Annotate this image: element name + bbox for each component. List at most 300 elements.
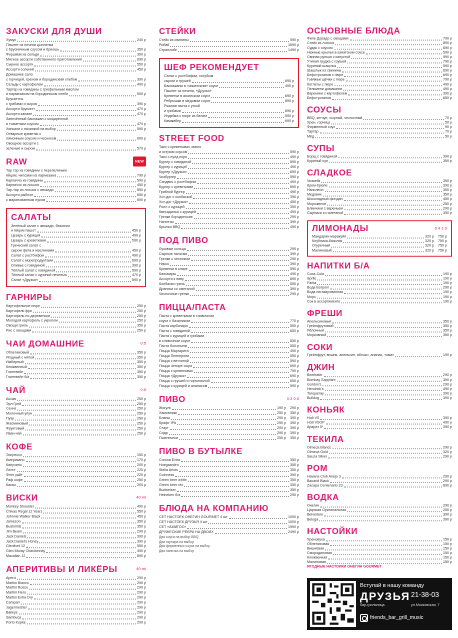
item-name: с маринованным луком [6,198,46,203]
dot-leader [191,342,289,343]
dot-leader [194,218,289,219]
item-price: 150 р [443,551,452,555]
item-name: Beefeater [307,373,323,378]
section-title-text: ТЕКИЛА [307,434,345,444]
promo-banner[interactable] [307,578,452,630]
item-price: 390 р [137,102,146,107]
dot-leader [329,453,442,454]
item-name: Молодой картофель с укропом [6,318,58,323]
item-price: 470 р [137,121,146,126]
item-price: 290 р [277,416,286,420]
dot-leader [320,507,442,508]
item-price: 590 р [137,92,146,97]
item-name: Ной VSOP [307,420,325,425]
item-name: Царская Оригинальная [307,508,347,513]
dot-leader [190,357,289,358]
item-name: Bushmills [6,524,22,529]
item-name: Борщ с говядиной [307,154,338,159]
phone-number[interactable]: 21-38-03 [411,592,440,599]
item-price: 550 р [290,339,299,343]
dot-leader [21,604,136,605]
dot-leader [54,261,131,262]
item-name: Budweiser [159,488,176,492]
item-price: 450 р [137,67,146,72]
dot-leader [41,307,136,308]
social-handle-text: friends_bar_grill_music [370,615,424,621]
item-price: 70 р [445,116,452,120]
dot-leader [363,119,444,120]
address: ул.Московская, 7 [411,603,440,607]
dot-leader [332,448,442,449]
dot-leader [215,533,287,534]
item-name: Sambuca [6,615,22,620]
item-price: 70 р [445,129,452,134]
item-price: 390 р [443,396,452,400]
dot-leader [208,117,284,118]
item-name: Клубника-базилик [312,239,343,244]
dot-leader [347,511,442,512]
dot-leader [46,266,131,267]
item-price: 550 р [290,344,299,348]
item-price: 390 р [132,263,141,268]
item-name: соусе с базиликом [159,319,190,323]
dot-leader [19,613,136,614]
section-note: Два напитка на выбор [159,548,194,553]
menu-item [6,620,146,625]
item-name: Хреновуха [307,537,325,542]
dot-leader [330,289,442,290]
item-price: 770 р [290,319,299,323]
menu-section-juice [307,342,452,358]
item-name: Пуэр [6,416,15,421]
item-name: Салат с морепродуктами [11,258,54,263]
dot-leader [321,182,442,183]
item-name: Jim Beam [6,529,22,534]
item-name: Green beer white [159,478,187,482]
item-name: Грейпфрутовый [307,324,334,328]
dot-leader [194,188,289,189]
item-name: Эрл Грей [6,401,22,406]
item-price: 50 р [445,120,452,125]
menu-section-beer_top [159,26,299,53]
column-right [307,26,452,574]
item-price: 320 р [425,248,434,253]
dot-leader [17,400,136,401]
dot-leader [190,295,289,296]
dot-leader [17,410,136,411]
dot-leader [179,471,289,472]
section-title-text: RAW [6,156,28,167]
item-name: Молочный улун [6,411,33,416]
dot-leader [191,322,289,323]
item-name: Бургер «Друзья» [159,170,187,174]
section-title-text: КОНЬЯК [307,405,345,415]
item-price: 350 р [443,319,452,324]
item-name: Куриный шашлык [307,64,337,68]
item-name: Луковые кольца [159,247,186,251]
item-name: и яйцом пашот [11,228,36,233]
item-name: Блинчики с вареньем [307,206,343,211]
dot-leader [60,51,136,52]
item-name: Beluga [307,517,319,522]
menu-section-snacks [6,26,146,152]
menu-section-chef [159,58,299,128]
item-name: Чизбургер [159,175,176,179]
item-name: Начос [159,262,170,266]
dot-leader [26,547,136,548]
dot-leader [327,205,442,206]
item-name: Овощное ассорти с [6,141,39,146]
item-name: Наполеон [307,188,324,192]
menu-section-whisky [6,493,146,559]
dot-leader [325,390,442,391]
menu-item [6,483,146,488]
item-name: Baileys [6,610,18,615]
item-price: 390 р [290,473,299,477]
item-price: 290 р [290,247,299,251]
item-price: 250 р [137,303,146,308]
dot-leader [208,387,289,388]
dot-leader [22,405,136,406]
item-name: Клюквенная [307,555,328,560]
volume-header: 0.4 1.0 [434,225,447,231]
item-name: Ассорти канапе [6,112,33,116]
dot-leader [319,520,442,521]
promo-join-text: Вступай в нашу команду [360,583,425,589]
dot-leader [182,112,284,113]
menu-section-company [159,503,299,553]
item-name: Карпаччо из говядины [6,178,44,183]
item-price: 590 р [290,384,299,388]
section-title [307,493,452,502]
section-title-text: САЛАТЫ [11,211,52,222]
dot-leader [17,579,136,580]
dot-leader [190,352,289,353]
item-price: 290 р [443,373,452,378]
dot-leader [335,327,442,328]
section-title-text: ПИВО В БУТЫЛКЕ [159,446,243,456]
item-price: 550 р [137,62,146,67]
dot-leader [184,486,289,487]
item-name: Campari [6,600,20,605]
item-price: 690 р [137,198,146,203]
instagram-icon [360,614,368,622]
menu-section-gin [307,363,452,401]
item-name: Запечённый баклажан с моцареллой [6,116,68,121]
dot-leader [30,378,136,379]
item-price: 1990 р [288,525,299,529]
dot-leader [170,46,287,47]
dot-leader [327,336,442,337]
item-name: Бефстроганов с пюре [307,73,344,78]
dot-leader [27,537,136,538]
volume-header: 40 ml [136,494,146,500]
dot-leader [170,429,276,430]
dot-leader [317,280,442,281]
item-price: 350 р [137,47,146,52]
item-price: 190 р [443,290,452,295]
menu-item [307,159,452,164]
item-price: 650 р [137,193,146,198]
item-price: 250 р [443,508,452,513]
item-name: Стейк из лосося [307,41,335,46]
dot-leader [326,540,442,541]
dot-leader [24,481,136,482]
dot-leader [188,347,289,348]
item-name: Стриплойн [159,48,178,52]
item-price: 290 р [137,595,146,600]
item-name: Bacardi Black [307,479,329,483]
dot-leader [188,255,289,256]
section-title-text: ДЖИН [307,362,335,372]
section-title-text: АПЕРИТИВЫ И ЛИКЁРЫ [6,564,118,574]
dot-leader [35,358,136,359]
item-price: 550 р [137,544,146,549]
dot-leader [178,51,287,52]
section-note: Два соуса на выбор BBQ [159,535,199,539]
item-price: 350 р [290,458,299,462]
dot-leader [26,557,136,558]
item-price: 390 р [137,52,146,57]
item-name: Тёплый салат с говядиной [11,268,56,273]
item-name: Хамовники [159,411,178,415]
menu-section-fresh [307,309,452,338]
dot-leader [187,528,287,529]
item-name: Тартар из говядины с трюфельным маслом [6,87,79,92]
section-title [307,464,452,473]
dot-leader [47,242,131,243]
dot-leader [30,584,136,585]
qr-code[interactable] [310,581,356,627]
menu-section-beer_snacks [159,235,299,297]
menu-section-vodka [307,493,452,522]
section-title-text: СТЕЙКИ [159,26,196,36]
dot-leader [330,482,442,483]
dot-leader [41,518,136,519]
column-middle [159,26,299,558]
item-price: 250 р [137,401,146,406]
menu-item [6,198,146,203]
item-name: Тако с пулд порк [159,155,187,159]
dot-leader [17,486,136,487]
item-price: 590 р [290,160,299,164]
dot-leader [194,372,289,373]
dot-leader [23,532,136,533]
item-name: Пицца с грушей и горгонзолой [159,379,210,383]
menu-item [6,375,146,380]
dot-leader [57,140,136,141]
item-name: Ягодный с мятой [6,355,35,360]
item-price: 490 р [443,420,452,425]
item-price: 290 р [443,285,452,290]
item-price: 590 р [443,64,452,68]
item-name: Греческий салат с [11,243,42,248]
dot-leader [333,554,442,555]
dot-leader [46,552,136,553]
item-price: 690 р [443,73,452,78]
item-price: 170 р [137,458,146,463]
dot-leader [344,487,442,488]
item-name: Belvedere [307,513,324,517]
item-name: Домашнее сало [6,72,33,77]
section-title [159,26,299,36]
dot-leader [30,353,136,354]
volume-header: 0.5 [140,340,146,346]
item-price: 690 р [290,170,299,174]
menu-section-garnish [6,292,146,334]
item-name: зеленью и сыром [6,146,35,151]
item-name: Вода Borjomi [307,285,329,290]
item-name: Жигули [159,406,172,410]
item-name: Зелёный салат с авокадо, беконом [11,223,70,228]
item-price: 590 р [132,268,141,273]
item-name: Камамбер [164,119,182,123]
item-price: 590 р [137,126,146,131]
section-title-text: ФРЕШИ [307,308,343,318]
dot-leader [39,542,136,543]
dot-leader [59,322,136,323]
item-price-large: 390 р [290,431,299,435]
item-price: 290 р [137,615,146,620]
item-price: 390 р [443,378,452,382]
item-name: Сырное ассорти [6,62,34,67]
dot-leader [191,260,289,261]
item-price: 290 р [137,575,146,580]
item-name: Форшмак из сельди [6,52,40,57]
menu-section-sweet [307,168,452,215]
dot-leader [335,44,442,45]
item-name: ДРУЖЕСКИЕ РЕБРА НА ДВОИХ [159,530,214,534]
dot-leader [17,471,136,472]
menu-section-bottle [159,446,299,498]
dot-leader [33,415,136,416]
item-name: Havana Club Anejo 3 [307,474,341,479]
item-name: Coca-Cola [307,272,324,276]
item-price: 50 р [445,134,452,139]
menu-section-rum [307,464,452,489]
dot-leader [323,196,442,197]
item-price: 890 р [443,41,452,46]
item-name: Апельсиновый [307,319,332,324]
menu-section-soups [307,144,452,164]
dot-leader [187,377,289,378]
section-title [6,441,146,451]
dot-leader [43,513,136,514]
menu-item [159,292,299,297]
dot-leader [44,85,136,86]
dot-leader [344,293,442,294]
item-price: 390 р [290,195,299,199]
item-name: Облепиховая [307,542,330,546]
dot-leader [178,414,276,415]
item-name: Bombay Sapphire [307,378,336,382]
item-name: Клюквенный [6,365,27,370]
dot-leader [15,420,136,421]
item-price: 1000 р [288,520,299,524]
item-name: Сэндвич с ростбифом [159,180,197,184]
section-title-text: ПИВО [159,394,186,404]
item-price: 290 р [277,421,286,425]
section-title [307,435,452,444]
menu-section-mains [307,26,452,101]
dot-leader [342,477,442,478]
menu-section-lemonade [307,220,452,256]
item-price: 790 р [443,36,452,41]
dot-leader [341,302,442,303]
section-title [307,405,452,414]
item-name: Zacapa Centenario 23 [307,483,343,488]
qr-code-icon [310,581,356,627]
dot-leader [330,545,442,546]
item-name: Имбирный [6,360,24,365]
dot-leader [22,618,136,619]
item-price: 350 р [137,360,146,365]
item-name: Martini Rosso [6,585,28,590]
menu-item [6,147,146,152]
dot-leader [315,137,444,138]
item-price: 390 р [443,513,452,517]
dot-leader [329,187,442,188]
item-price: 250 р [137,308,146,313]
dot-leader [211,102,284,103]
item-price: 290 р [290,292,299,296]
item-price: 290 р [443,503,452,508]
item-price: 890 р [290,277,299,281]
dot-leader [192,82,284,83]
item-name: Тар тар из говядины с перепелиным [6,168,67,173]
dot-leader [208,523,287,524]
dot-leader [328,457,442,458]
item-name: с грибами и сыром [6,102,38,107]
item-price: 350 р [290,463,299,467]
item-name: Corona Extra [159,458,181,462]
item-price: 490 р [290,155,299,159]
dot-leader [331,247,424,248]
item-price: 350 р [137,375,146,380]
dot-leader [175,476,289,477]
item-name: Тако с креветками, манго [159,145,202,149]
item-price: 90 р [445,125,452,130]
dot-leader [32,332,136,333]
item-name: Bulldog [307,396,319,400]
menu-item [312,249,447,254]
item-name: Хот-дог с колбаской [159,195,193,199]
item-name: Раф кофе [6,477,23,482]
item-name: Heineken б/а [159,493,181,497]
dot-leader [320,399,442,400]
dot-leader [46,201,136,202]
item-price: 250 р [277,411,286,415]
item-name: Картофельное пюре [6,303,41,308]
item-name: Фирменный соус [307,125,336,130]
dot-leader [325,191,442,192]
item-name: Бефстроганов [307,96,331,100]
section-title [6,385,146,395]
item-name: Вода негазированная [307,290,344,295]
item-name: Пицца Пепперони [159,354,190,358]
menu-item [307,455,452,460]
dot-leader [336,128,444,129]
dot-leader [342,72,442,73]
item-name: BBQ, кетчуп, сырный, чесночный [307,116,363,120]
item-price-large: 350 р [290,411,299,415]
item-name: Нежные крылья в азиатском соусе [307,50,365,55]
item-name: Креветки в кляре [159,267,188,271]
dot-leader [325,332,442,333]
social-handle[interactable] [360,614,423,622]
volume-header: 0.5 [140,386,146,392]
dot-leader [29,425,136,426]
